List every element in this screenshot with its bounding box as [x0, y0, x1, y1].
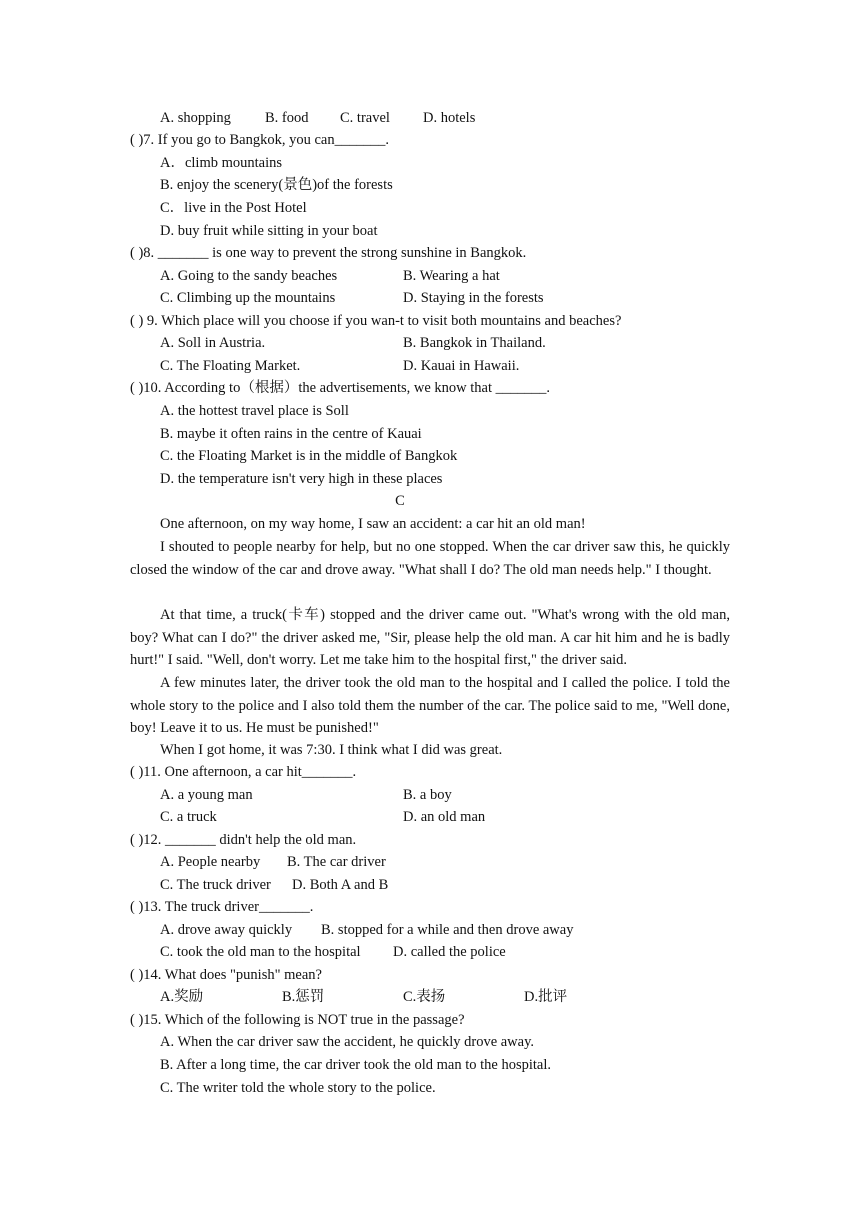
- passage-paragraph-4: A few minutes later, the driver took the old man to the hospital and I called the police. I told the whole story to the police and I also told them the number of the car. The police said to me, "Well done, boy! Leave it to us. He must be punished!": [130, 675, 730, 737]
- q9-option-b: B. Bangkok in Thailand.: [403, 335, 546, 351]
- q12-option-c: C. The truck driver: [160, 877, 271, 893]
- q15-option-b: B. After a long time, the car driver took the old man to the hospital.: [160, 1057, 552, 1073]
- q8-option-c: C. Climbing up the mountains: [160, 290, 336, 306]
- q14-option-c: C.表扬: [403, 989, 446, 1005]
- q7-stem: ( )7. If you go to Bangkok, you can_______.: [130, 132, 389, 148]
- q6-option-c: C. travel: [340, 110, 390, 126]
- q10-stem: ( )10. According to（根据）the advertisements, we know that _______.: [130, 380, 551, 396]
- q10-option-c: C. the Floating Market is in the middle of Bangkok: [160, 448, 458, 464]
- q9-stem: ( ) 9. Which place will you choose if you wan-t to visit both mountains and beaches?: [130, 313, 622, 329]
- passage-paragraph-2: I shouted to people nearby for help, but no one stopped. When the car driver saw this, he quickly closed the window of the car and drove away. "What shall I do? The old man needs help." I thought.: [130, 539, 730, 578]
- q7-option-c: C．live in the Post Hotel: [160, 200, 307, 216]
- q13-option-b: B. stopped for a while and then drove away: [321, 922, 574, 938]
- q7-option-d: D. buy fruit while sitting in your boat: [160, 223, 378, 239]
- q8-stem: ( )8. _______ is one way to prevent the strong sunshine in Bangkok.: [130, 245, 527, 261]
- q8-option-a: A. Going to the sandy beaches: [160, 268, 338, 284]
- q10-option-b: B. maybe it often rains in the centre of Kauai: [160, 426, 422, 442]
- q13-option-a: A. drove away quickly: [160, 922, 293, 938]
- q11-option-b: B. a boy: [403, 787, 452, 803]
- q13-stem: ( )13. The truck driver_______.: [130, 899, 314, 915]
- q14-option-d: D.批评: [524, 989, 568, 1005]
- q11-option-d: D. an old man: [403, 809, 486, 825]
- q11-option-c: C. a truck: [160, 809, 217, 825]
- q10-option-a: A. the hottest travel place is Soll: [160, 403, 349, 419]
- q8-option-b: B. Wearing a hat: [403, 268, 500, 284]
- q6-option-d: D. hotels: [423, 110, 476, 126]
- q13-option-c: C. took the old man to the hospital: [160, 944, 361, 960]
- q6-option-b: B. food: [265, 110, 309, 126]
- q14-stem: ( )14. What does "punish" mean?: [130, 967, 322, 983]
- q9-option-d: D. Kauai in Hawaii.: [403, 358, 520, 374]
- q12-stem: ( )12. _______ didn't help the old man.: [130, 832, 357, 848]
- q11-option-a: A. a young man: [160, 787, 253, 803]
- q7-option-b: B. enjoy the scenery(景色)of the forests: [160, 177, 393, 193]
- q14-option-b: B.惩罚: [282, 989, 325, 1005]
- passage-paragraph-3: At that time, a truck(卡车) stopped and the driver came out. "What's wrong with the old man, boy? What can I do?" the driver asked me, "Sir, please help the old man. A car hit him and he is badly hurt!" I said. "Well, don't worry. Let me take him to the hospital first," the driver said.: [130, 607, 730, 669]
- q12-option-a: A. People nearby: [160, 854, 261, 870]
- passage-paragraph-5: When I got home, it was 7:30. I think what I did was great.: [160, 742, 503, 758]
- q14-option-a: A.奖励: [160, 989, 204, 1005]
- q11-stem: ( )11. One afternoon, a car hit_______.: [130, 764, 357, 780]
- section-c-heading: C: [395, 493, 405, 509]
- q8-option-d: D. Staying in the forests: [403, 290, 544, 306]
- q10-option-d: D. the temperature isn't very high in these places: [160, 471, 443, 487]
- q6-option-a: A. shopping: [160, 110, 231, 126]
- q13-option-d: D. called the police: [393, 944, 506, 960]
- q9-option-a: A. Soll in Austria.: [160, 335, 266, 351]
- q7-option-a: A．climb mountains: [160, 155, 283, 171]
- q12-option-d: D. Both A and B: [292, 877, 389, 893]
- q9-option-c: C. The Floating Market.: [160, 358, 301, 374]
- q15-stem: ( )15. Which of the following is NOT true in the passage?: [130, 1012, 465, 1028]
- q15-option-c: C. The writer told the whole story to the police.: [160, 1080, 436, 1096]
- q15-option-a: A. When the car driver saw the accident, he quickly drove away.: [160, 1034, 535, 1050]
- q12-option-b: B. The car driver: [287, 854, 386, 870]
- passage-paragraph-1: One afternoon, on my way home, I saw an accident: a car hit an old man!: [160, 516, 586, 532]
